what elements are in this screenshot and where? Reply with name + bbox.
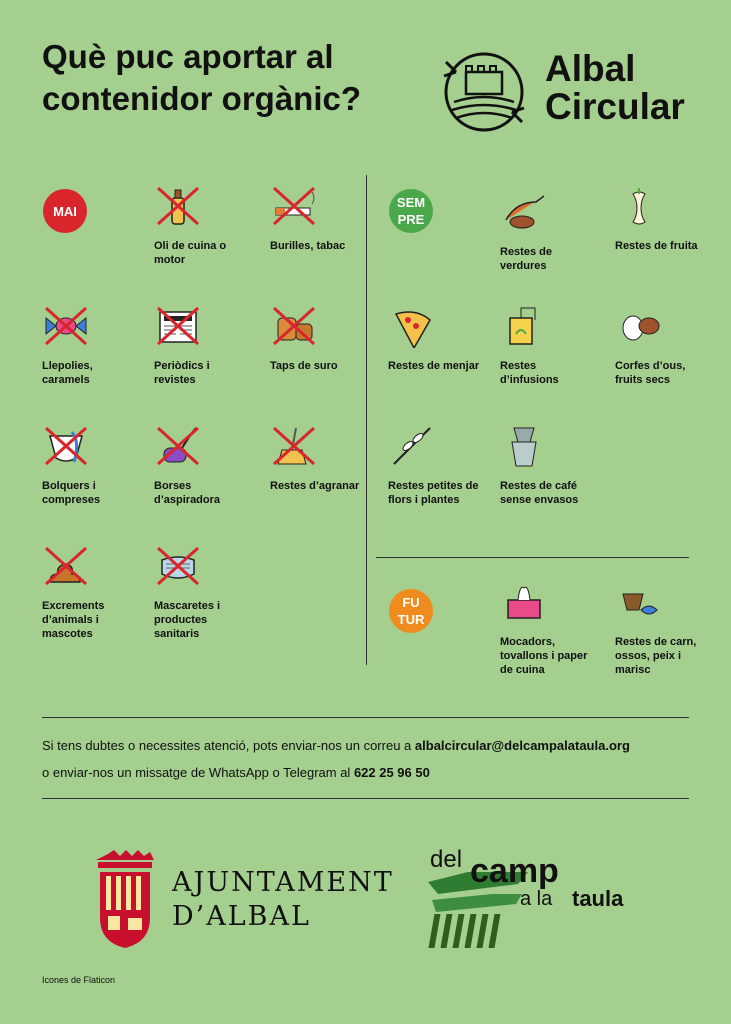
broom-icon	[270, 424, 318, 468]
mask-icon	[154, 544, 202, 588]
camp-ala-text: a la	[520, 888, 553, 910]
oil-bottle-icon	[154, 184, 202, 228]
futur-badge: FU TUR	[389, 589, 433, 633]
camp-taula-text: taula	[572, 886, 624, 911]
email-link[interactable]: albalcircular@delcampalataula.org	[414, 738, 630, 753]
futur-item-label: Restes de carn, ossos, peix i marisc	[615, 636, 697, 676]
ajuntament-logo-text: AJUNTAMENT D’ALBAL	[172, 867, 394, 932]
mai-item-label: Excrements d’animals i mascotes	[42, 600, 105, 640]
mai-item-label: Restes d’agranar	[270, 480, 360, 492]
mai-item	[270, 184, 362, 253]
sempre-item-label: Restes de menjar	[388, 360, 480, 372]
diaper-icon	[42, 424, 90, 468]
phone-number[interactable]: 622 25 96 50	[353, 765, 430, 780]
mai-item	[154, 544, 246, 641]
futur-item-label: Mocadors, tovallons i paper de cuina	[500, 636, 588, 676]
cigarette-icon	[270, 184, 318, 228]
poop-icon	[42, 544, 90, 588]
camp-del-text: del	[430, 846, 463, 873]
sempre-item-label: Restes de verdures	[500, 246, 552, 272]
mai-item	[42, 544, 134, 641]
title-line-1: Què puc aportar al	[42, 38, 334, 75]
sempre-item	[388, 304, 480, 373]
column-divider	[366, 175, 367, 665]
sempre-item	[615, 184, 707, 253]
mai-item-label: Oli de cuina o motor	[154, 240, 227, 266]
sempre-badge: SEM PRE	[389, 189, 433, 233]
sempre-item	[388, 424, 480, 507]
mai-item	[42, 304, 134, 387]
mai-item-label: Mascaretes i productes sanitaris	[154, 600, 221, 640]
vegetables-icon	[500, 190, 548, 234]
coffee-maker-icon	[500, 424, 548, 468]
sempre-item-label: Restes petites de flors i plantes	[388, 480, 479, 506]
albal-circular-logo-icon	[436, 44, 532, 140]
newspaper-icon	[154, 304, 202, 348]
sempre-item	[500, 424, 592, 507]
divider-top	[42, 717, 689, 718]
mai-item-label: Burilles, tabac	[270, 240, 346, 252]
cork-icon	[270, 304, 318, 348]
apple-core-icon	[615, 184, 663, 228]
mai-item	[270, 424, 362, 493]
brand-name: Albal Circular	[545, 48, 685, 127]
leaves-icon	[388, 424, 436, 468]
mai-item	[154, 424, 246, 507]
title-line-2: contenidor orgànic?	[42, 80, 362, 117]
sempre-item-label: Restes d’infusions	[500, 360, 559, 386]
pizza-icon	[388, 304, 436, 348]
sempre-item	[615, 304, 707, 387]
mai-item	[154, 184, 246, 267]
mai-item-label: Borses d’aspiradora	[154, 480, 221, 506]
mai-item-label: Periòdics i revistes	[154, 360, 210, 386]
mai-badge: MAI	[43, 189, 87, 233]
meat-fish-icon	[615, 580, 663, 624]
futur-item	[500, 580, 592, 677]
candy-icon	[42, 304, 90, 348]
sempre-item-label: Restes de fruita	[615, 240, 698, 252]
sempre-item	[500, 304, 592, 387]
credits: Icones de Flaticon	[42, 975, 116, 985]
mai-item-label: Bolquers i compreses	[42, 480, 101, 506]
section-divider	[376, 557, 689, 558]
futur-item	[615, 580, 707, 677]
contact-line-2: o enviar-nos un missatge de WhatsApp o Telegram al 622 25 96 50	[42, 765, 430, 780]
mai-item	[154, 304, 246, 387]
page-title	[42, 36, 422, 120]
vacuum-icon	[154, 424, 202, 468]
sempre-item-label: Restes de café sense envasos	[500, 480, 579, 506]
mai-item	[42, 424, 134, 507]
sempre-item-label: Corfes d’ous, fruits secs	[615, 360, 686, 386]
divider-bottom	[42, 798, 689, 799]
sempre-item	[500, 190, 592, 273]
egg-shell-icon	[615, 304, 663, 348]
mai-item-label: Taps de suro	[270, 360, 338, 372]
mai-item-label: Llepolies, caramels	[42, 360, 93, 386]
mai-item	[270, 304, 362, 373]
tea-bag-icon	[500, 304, 548, 348]
tissue-box-icon	[500, 580, 548, 624]
contact-line-1: Si tens dubtes o necessites atenció, pots enviar-nos un correu a albalcircular@delcampalataula.org	[42, 738, 630, 753]
camp-camp-text: camp	[470, 852, 559, 890]
albal-coat-of-arms-icon	[92, 846, 158, 950]
